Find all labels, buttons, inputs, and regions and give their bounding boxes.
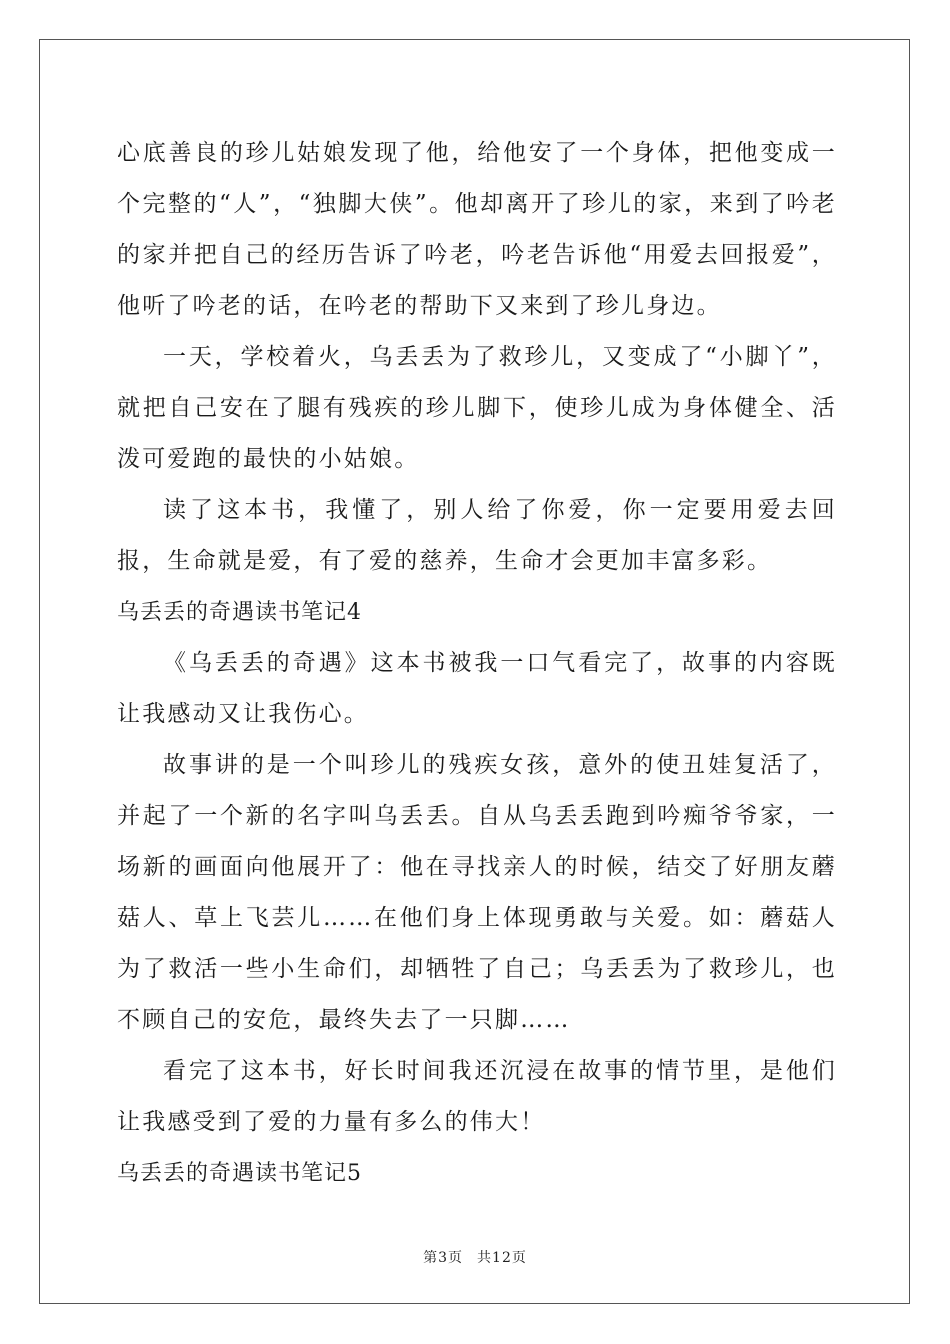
- paragraph-intro: 《乌丢丢的奇遇》这本书被我一口气看完了，故事的内容既让我感动又让我伤心。: [117, 650, 837, 727]
- paragraph-reflection: 读了这本书，我懂了，别人给了你爱，你一定要用爱去回报，生命就是爱，有了爱的慈养，生命才会更加丰富多彩。: [117, 497, 837, 574]
- paragraph-continued: 心底善良的珍儿姑娘发现了他，给他安了一个身体，把他变成一个完整的“人”，“独脚大侠”。他却离开了珍儿的家，来到了吟老的家并把自己的经历告诉了吟老，吟老告诉他“用爱去回报爱”，他听了吟老的话，在吟老的帮助下又来到了珍儿身边。: [117, 140, 837, 319]
- section-heading-5: 乌丢丢的奇遇读书笔记5: [117, 1161, 362, 1186]
- section-heading-4: 乌丢丢的奇遇读书笔记4: [117, 600, 362, 625]
- page-footer: [0, 1247, 950, 1267]
- page-number: 第3页: [423, 1250, 464, 1266]
- page-total: 共12页: [477, 1250, 527, 1266]
- paragraph-fire: 一天，学校着火，乌丢丢为了救珍儿，又变成了“小脚丫”，就把自己安在了腿有残疾的珍儿脚下，使珍儿成为身体健全、活泼可爱跑的最快的小姑娘。: [117, 344, 837, 472]
- paragraph-conclusion: 看完了这本书，好长时间我还沉浸在故事的情节里，是他们让我感受到了爱的力量有多么的伟大！: [117, 1058, 837, 1135]
- document-body: [117, 128, 837, 1199]
- paragraph-story: 故事讲的是一个叫珍儿的残疾女孩，意外的使丑娃复活了，并起了一个新的名字叫乌丢丢。自从乌丢丢跑到吟痴爷爷家，一场新的画面向他展开了：他在寻找亲人的时候，结交了好朋友蘑菇人、草上飞芸儿……在他们身上体现勇敢与关爱。如：蘑菇人为了救活一些小生命们，却牺牲了自己；乌丢丢为了救珍儿，也不顾自己的安危，最终失去了一只脚……: [117, 752, 837, 1033]
